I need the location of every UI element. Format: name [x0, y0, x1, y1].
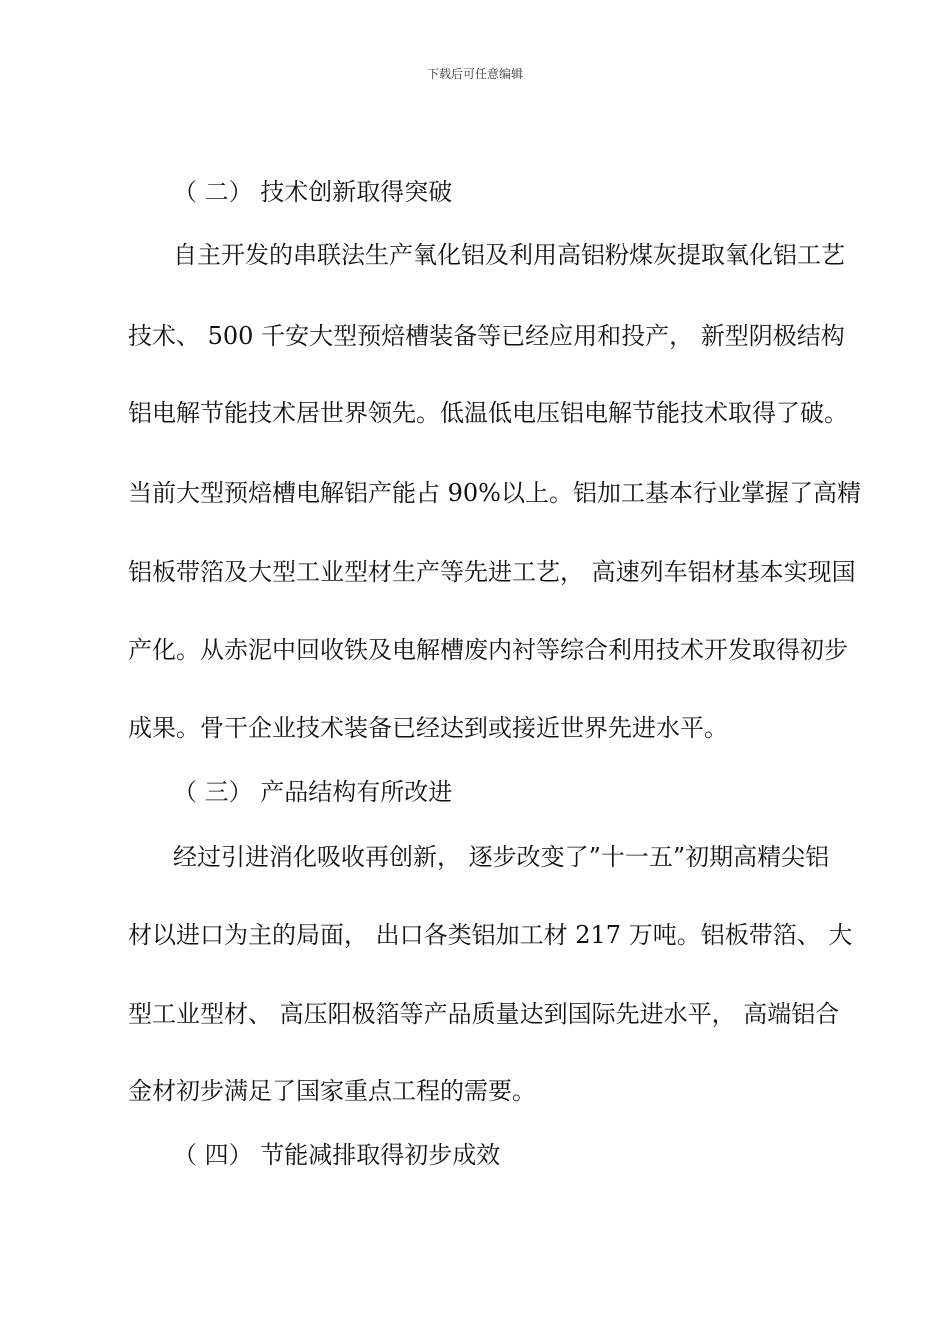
paragraph-line: 技术、 500 千安大型预焙槽装备等已经应用和投产， 新型阴极结构	[128, 322, 845, 350]
section-heading-4: （ 四） 节能减排取得初步成效	[173, 1141, 501, 1169]
paragraph-line: 材以进口为主的局面， 出口各类铝加工材 217 万吨。铝板带箔、 大	[128, 921, 853, 949]
section-heading-3: （ 三） 产品结构有所改进	[173, 778, 453, 806]
paragraph-line: 铝板带箔及大型工业型材生产等先进工艺， 高速列车铝材基本实现国	[128, 558, 856, 586]
section-heading-2: （ 二） 技术创新取得突破	[173, 178, 453, 206]
paragraph-line: 当前大型预焙槽电解铝产能占 90%以上。铝加工基本行业掌握了高精	[128, 479, 861, 507]
paragraph-line: 成果。骨干企业技术装备已经达到或接近世界先进水平。	[128, 714, 728, 742]
paragraph-line: 型工业型材、 高压阳极箔等产品质量达到国际先进水平， 高端铝合	[128, 1000, 840, 1028]
paragraph-line: 金材初步满足了国家重点工程的需要。	[128, 1077, 536, 1105]
paragraph-line: 经过引进消化吸收再创新， 逐步改变了”十一五”初期高精尖铝	[173, 843, 830, 871]
paragraph-line: 铝电解节能技术居世界领先。低温低电压铝电解节能技术取得了破。	[128, 399, 848, 427]
paragraph-line: 自主开发的串联法生产氧化铝及利用高铝粉煤灰提取氧化铝工艺	[173, 241, 845, 269]
page-header-note: 下载后可任意编辑	[426, 67, 523, 81]
paragraph-line: 产化。从赤泥中回收铁及电解槽废内衬等综合利用技术开发取得初步	[128, 636, 848, 664]
